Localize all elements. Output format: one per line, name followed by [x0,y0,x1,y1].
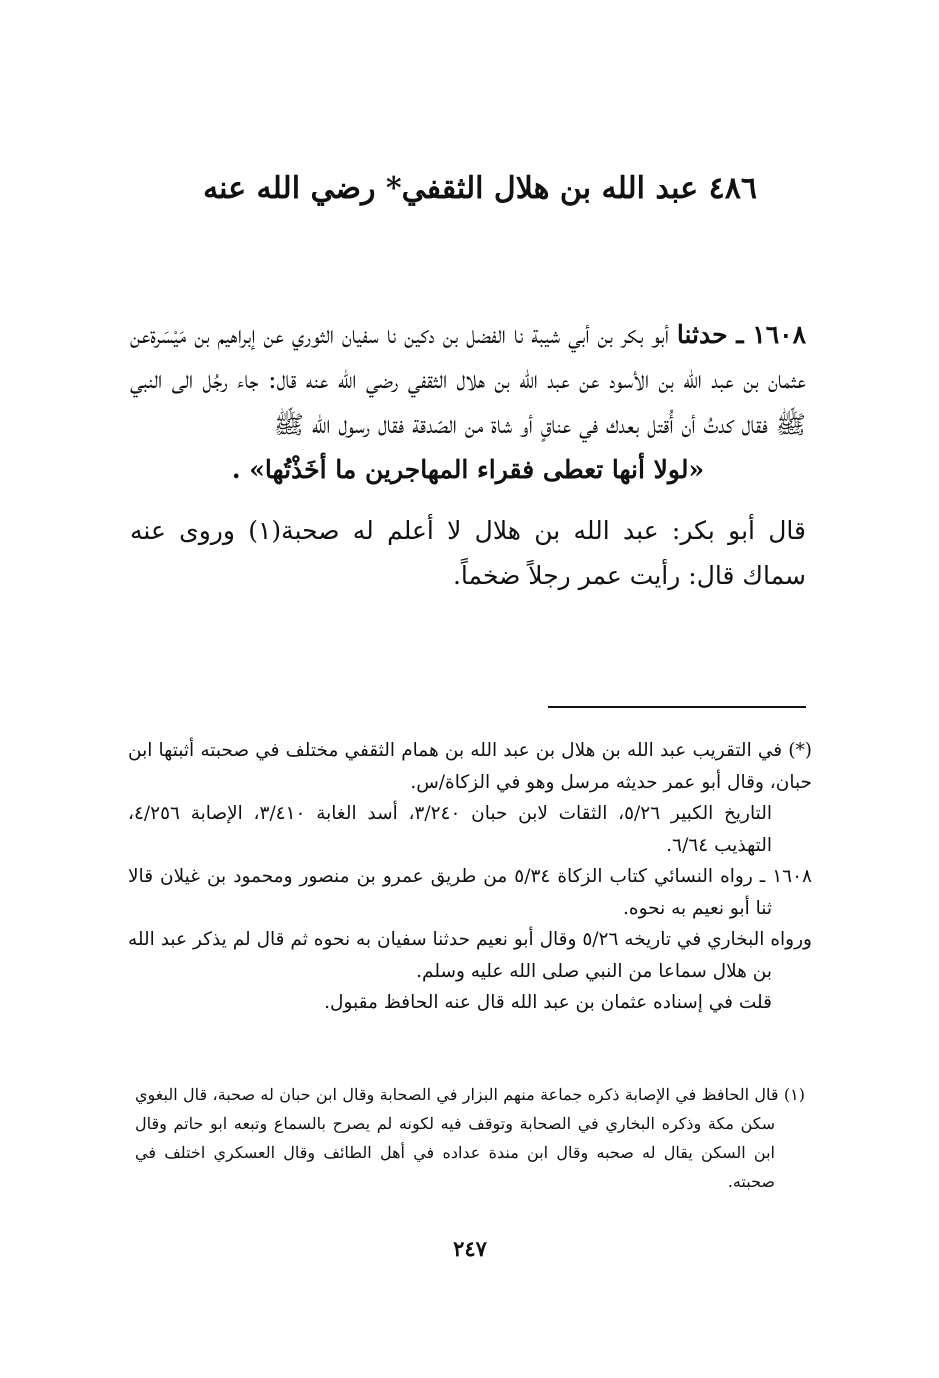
footnote-separator [548,706,806,708]
hadith-quote: «لولا أنها تعطى فقراء المهاجرين ما أخَذْتُها» . [231,455,705,484]
star-note: (*) في التقريب عبد الله بن هلال بن عبد الله بن همام الثقفي مختلف في صحبته أثبتها ابن حبان، وقال أبو عمر حديثه مرسل وهو في الزكاة/س. [128,740,812,793]
hadith-text [130,312,806,598]
page-number: ٢٤٧ [453,1236,487,1261]
star-references: التاريخ الكبير ٥/٢٦، الثقات لابن حبان ٣/٢٤٠، أسد الغابة ٣/٤١٠، الإصابة ٤/٢٥٦، التهذيب ٦/٦٤. [128,803,772,856]
hadith-body: أبو بكر بن أبي شيبة نا الفضل بن دكين نا سفيان الثوري عن إبراهيم بن مَيْسَرةعن عثمان بن عبد الله بن الأسود عن عبد الله بن هلال الثقفي رضي الله عنه قال: جاء رجُل الى النبي ﷺ فقال كدتُ أن أُقتل بعدك في عناقٍ أو شاة من الصّدقة فقال رسول الله ﷺ [129,320,806,439]
chapter-title: ٤٨٦ عبد الله بن هلال الثقفي* رضي الله عنه [203,171,757,206]
note-bukhari: ورواه البخاري في تاريخه ٥/٢٦ وقال أبو نعيم حدثنا سفيان به نحوه ثم قال لم يذكر عبد الله بن هلال سماعا من النبي صلى الله عليه وسلم. [128,929,812,982]
footnote-1 [135,1080,805,1196]
hadith-comment: قال أبو بكر: عبد الله بن هلال لا أعلم له صحبة(١) وروى عنه سماك قال: رأيت عمر رجلاً ضخماً. [130,516,806,590]
editor-notes [128,735,812,1019]
note-isnad: قلت في إسناده عثمان بن عبد الله قال عنه الحافظ مقبول. [324,992,772,1013]
hadith-paragraph [130,312,806,447]
note-1608: ١٦٠٨ ـ رواه النسائي كتاب الزكاة ٥/٣٤ من طريق عمرو بن منصور ومحمود بن غيلان قالا ثنا أبو نعيم به نحوه. [128,866,812,919]
footnote-1-text: (١) قال الحافظ في الإصابة ذكره جماعة منهم البزار في الصحابة وقال ابن حبان له صحبة، قال البغوي سكن مكة وذكره البخاري في الصحابة وتوقف فيه لكونه لم يصرح بالسماع وتبعه ابو حاتم وقال ابن السكن يقال له صحبه وقال ابن مندة عداده في أهل الطائف وقال العسكري اختلف في صحبته. [135,1085,805,1191]
hadith-number-lead: ١٦٠٨ ـ حدثنا [676,320,806,349]
